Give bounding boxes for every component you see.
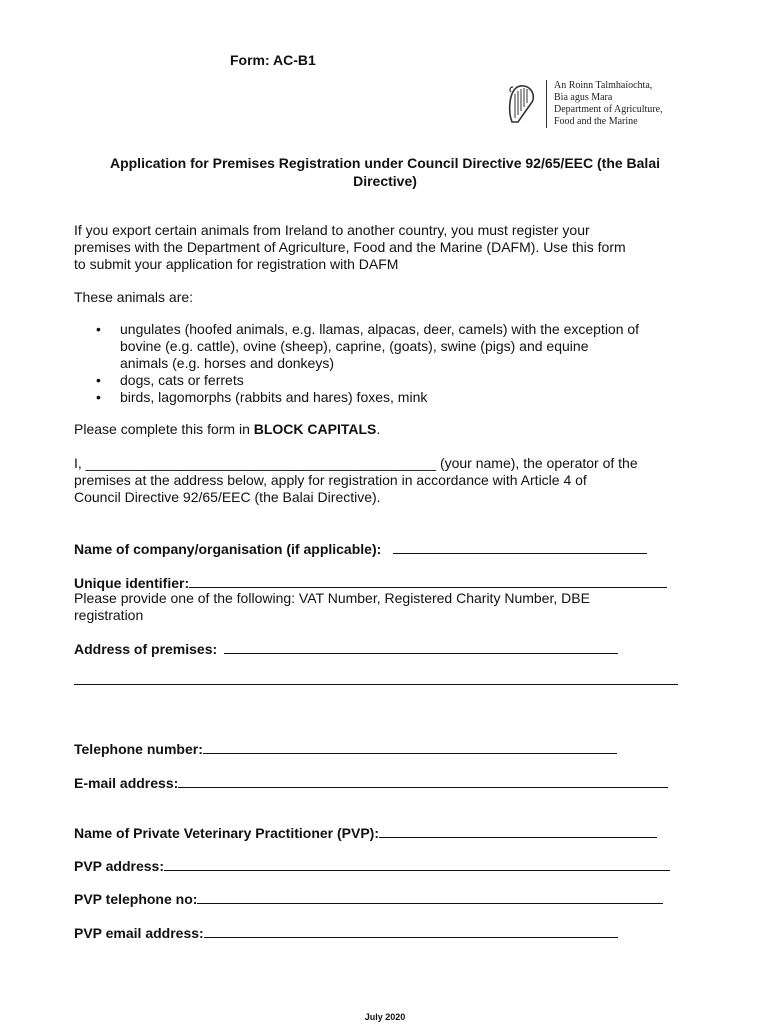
- logo-line: Department of Agriculture,: [554, 104, 663, 115]
- email-input-line[interactable]: [178, 773, 668, 788]
- note-text: Please complete this form in: [74, 421, 254, 437]
- note-emphasis: BLOCK CAPITALS: [253, 421, 377, 437]
- pvp-address-input-line[interactable]: [164, 856, 670, 871]
- telephone-input-line[interactable]: [203, 739, 617, 754]
- page-title: [70, 154, 700, 190]
- title-line: Application for Premises Registration under Council Directive 92/65/EEC (the Balai: [109, 155, 661, 171]
- address-input-line[interactable]: [224, 639, 618, 654]
- list-item-line: animals (e.g. horses and donkeys): [120, 355, 334, 371]
- declaration-line: Council Directive 92/65/EEC (the Balai Directive).: [74, 489, 381, 505]
- company-label: Name of company/organisation (if applicable):: [74, 541, 382, 557]
- harp-icon: [506, 82, 538, 126]
- pvp-email-input-line[interactable]: [204, 923, 618, 938]
- animals-lead: These animals are:: [74, 289, 194, 305]
- block-capitals-note: [74, 421, 700, 438]
- logo-divider: [546, 80, 547, 128]
- list-item-line: • ungulates (hoofed animals, e.g. llamas, alpacas, deer, camels) with the exception of: [120, 321, 640, 337]
- pvp-address-label: PVP address:: [74, 858, 165, 874]
- unique-id-hint: [74, 590, 700, 624]
- pvp-email-label: PVP email address:: [74, 925, 204, 941]
- footer-date: July 2020: [364, 1012, 406, 1022]
- address-field: [74, 639, 618, 658]
- list-item: [74, 389, 700, 406]
- email-field: [74, 773, 668, 792]
- address-label: Address of premises:: [74, 641, 218, 657]
- hint-line: registration: [74, 607, 144, 623]
- pvp-telephone-label: PVP telephone no:: [74, 891, 198, 907]
- intro-line: to submit your application for registration with DAFM: [74, 256, 399, 272]
- list-item: [74, 372, 700, 389]
- pvp-telephone-field: [74, 889, 663, 908]
- list-item-line: • birds, lagomorphs (rabbits and hares) foxes, mink: [120, 389, 428, 405]
- hint-line: Please provide one of the following: VAT Number, Registered Charity Number, DBE: [74, 590, 590, 606]
- telephone-label: Telephone number:: [74, 741, 203, 757]
- title-line: Directive): [353, 173, 417, 189]
- declaration-text: I,: [74, 455, 86, 471]
- intro-line: If you export certain animals from Ireland to another country, you must register your: [74, 222, 590, 238]
- list-item: [74, 321, 700, 372]
- address-input-line-2[interactable]: [74, 684, 678, 685]
- logo-line: Food and the Marine: [554, 116, 638, 127]
- pvp-name-field: [74, 823, 657, 842]
- animals-list: [74, 321, 700, 406]
- unique-id-input-line[interactable]: [189, 573, 667, 588]
- pvp-email-field: [74, 923, 618, 942]
- pvp-name-input-line[interactable]: [379, 823, 657, 838]
- unique-id-label: Unique identifier:: [74, 575, 190, 591]
- company-field: [74, 539, 647, 558]
- logo-line: An Roinn Talmhaíochta,: [554, 80, 653, 91]
- company-input-line[interactable]: [393, 539, 647, 554]
- form-code: Form: AC-B1: [230, 52, 316, 68]
- declaration: [74, 455, 700, 506]
- department-logo: [506, 80, 686, 128]
- list-item-line: • dogs, cats or ferrets: [120, 372, 244, 388]
- logo-line: Bia agus Mara: [554, 92, 613, 103]
- note-text: .: [376, 421, 381, 437]
- operator-name-blank[interactable]: _____________________________________________: [85, 455, 437, 471]
- pvp-name-label: Name of Private Veterinary Practitioner (PVP):: [74, 825, 379, 841]
- pvp-address-field: [74, 856, 670, 875]
- intro-paragraph: [74, 222, 700, 273]
- logo-text: [554, 80, 663, 128]
- declaration-line: [74, 455, 700, 472]
- intro-line: premises with the Department of Agriculture, Food and the Marine (DAFM). Use this form: [74, 239, 626, 255]
- declaration-text: (your name), the operator of the: [436, 455, 638, 471]
- telephone-field: [74, 739, 617, 758]
- email-label: E-mail address:: [74, 775, 179, 791]
- list-item-line: bovine (e.g. cattle), ovine (sheep), caprine, (goats), swine (pigs) and equine: [120, 338, 589, 354]
- pvp-telephone-input-line[interactable]: [197, 889, 663, 904]
- declaration-line: premises at the address below, apply for registration in accordance with Article 4 of: [74, 472, 587, 488]
